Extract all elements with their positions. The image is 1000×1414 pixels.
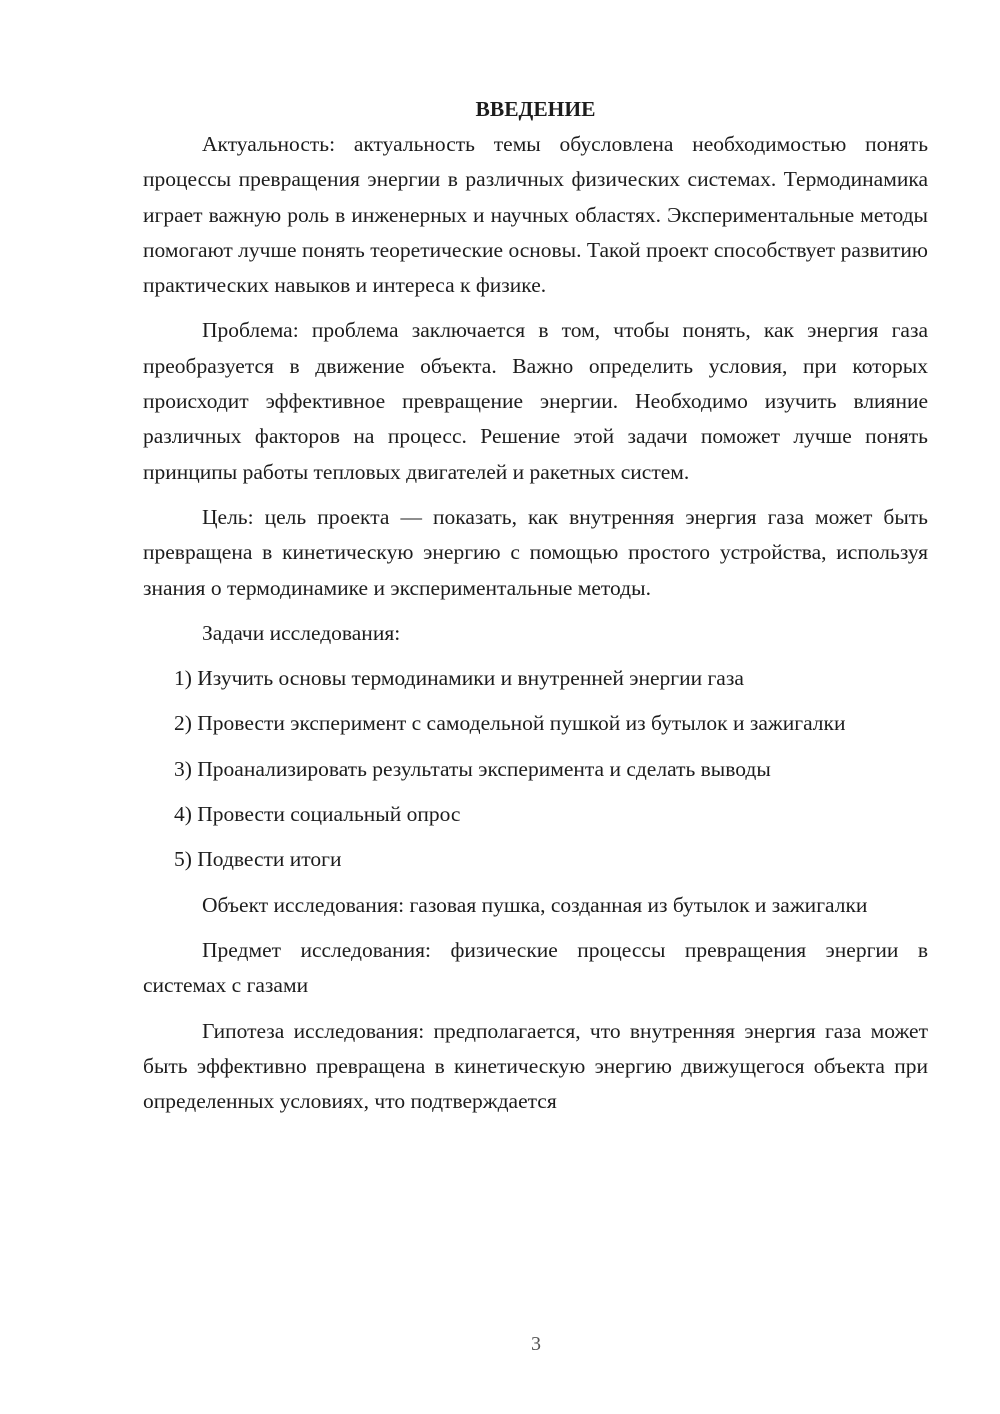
paragraph-tasks-title: Задачи исследования: bbox=[202, 620, 401, 645]
page-number: 3 bbox=[531, 1333, 541, 1355]
paragraph-object: Объект исследования: газовая пушка, созданная из бутылок и зажигалки bbox=[202, 892, 868, 917]
paragraph-relevance: Актуальность: актуальность темы обусловлена необходимостью понять процессы превращения энергии в различных физических системах. Термодинамика играет важную роль в инженерных и научных областях. Экспериментальные методы помогают лучше понять теоретические основы. Такой проект способствует развитию практических навыков и интереса к физике. bbox=[143, 132, 928, 298]
page-content bbox=[143, 92, 928, 1129]
task-item-1: 1) Изучить основы термодинамики и внутренней энергии газа bbox=[174, 666, 744, 691]
paragraph-problem: Проблема: проблема заключается в том, чтобы понять, как энергия газа преобразуется в движение объекта. Важно определить условия, при которых происходит эффективное превращение энергии. Необходимо изучить влияние различных факторов на процесс. Решение этой задачи поможет лучше понять принципы работы тепловых двигателей и ракетных систем. bbox=[143, 318, 928, 484]
task-item-4: 4) Провести социальный опрос bbox=[174, 802, 461, 827]
task-item-2: 2) Провести эксперимент с самодельной пушкой из бутылок и зажигалки bbox=[174, 711, 846, 736]
section-heading: ВВЕДЕНИЕ bbox=[475, 97, 596, 121]
task-item-3: 3) Проанализировать результаты эксперимента и сделать выводы bbox=[174, 756, 771, 781]
paragraph-subject: Предмет исследования: физические процессы превращения энергии в системах с газами bbox=[143, 937, 928, 998]
task-item-5: 5) Подвести итоги bbox=[174, 847, 342, 872]
paragraph-hypothesis: Гипотеза исследования: предполагается, что внутренняя энергия газа может быть эффективно превращена в кинетическую энергию движущегося объекта при определенных условиях, что подтверждается bbox=[143, 1018, 928, 1114]
paragraph-goal: Цель: цель проекта — показать, как внутренняя энергия газа может быть превращена в кинетическую энергию с помощью простого устройства, используя знания о термодинамике и экспериментальные методы. bbox=[143, 504, 928, 600]
